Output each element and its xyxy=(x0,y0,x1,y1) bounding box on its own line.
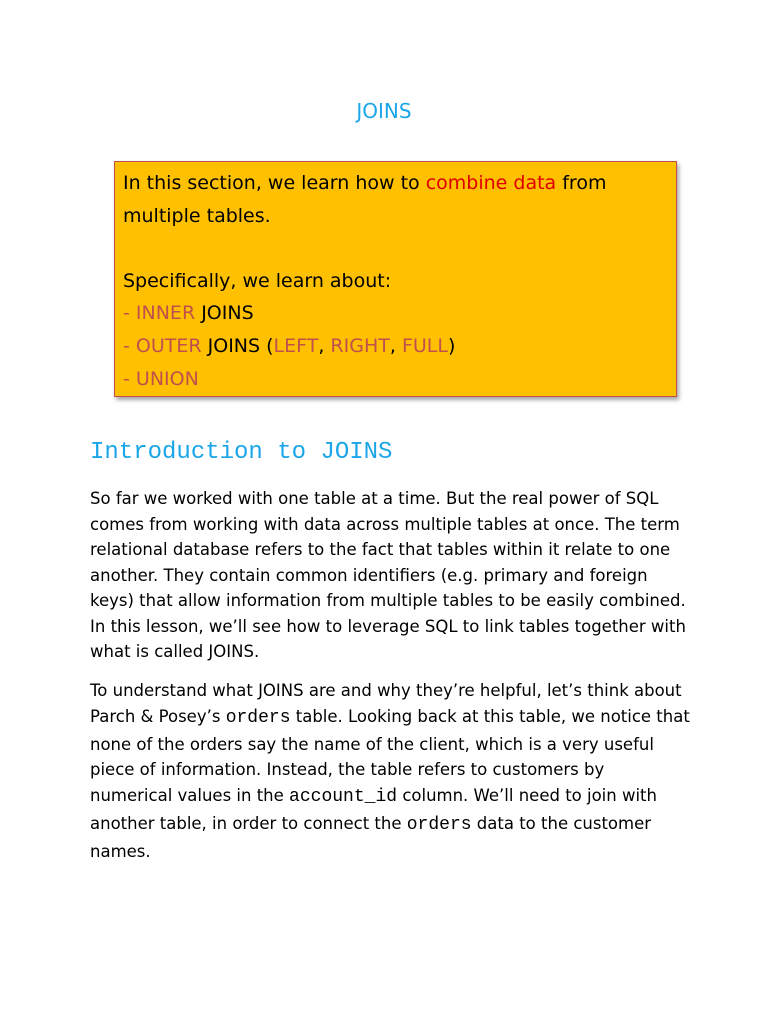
callout-list-item-outer-joins xyxy=(123,330,668,363)
list-keyword: UNION xyxy=(135,367,199,390)
list-keyword: LEFT xyxy=(273,334,319,357)
list-keyword: RIGHT xyxy=(330,334,390,357)
paragraph-text: table. Looking back at this table, we notice that none of the orders say the name of the client, which is a very useful piece of information. Instead, the table refers to customers by numerical values in the xyxy=(90,706,690,806)
list-dash: - xyxy=(123,334,136,357)
section-heading: Introduction to JOINS xyxy=(90,439,393,466)
paragraph-text: data to the customer names. xyxy=(90,813,652,861)
list-text: JOINS xyxy=(195,302,254,325)
callout-highlight: combine data xyxy=(425,172,557,194)
inline-code: account_id xyxy=(289,787,398,808)
callout-spacer xyxy=(123,232,668,265)
callout-text: In this section, we learn how to xyxy=(123,172,426,194)
section-summary-callout xyxy=(114,161,677,397)
list-text: , xyxy=(389,334,402,357)
callout-specifically: Specifically, we learn about: xyxy=(123,269,392,292)
body-paragraph-1: So far we worked with one table at a time. But the real power of SQL comes from working with data across multiple tables at once. The term relational database refers to the fact that tables within it relate to one another. They contain common identifiers (e.g. primary and foreign keys) that allow information from multiple tables to be easily combined. In this lesson, we’ll see how to leverage SQL to link tables together with what is called JOINS. xyxy=(90,489,686,661)
paragraph-text: column. We’ll need to join with another table, in order to connect the xyxy=(90,786,657,833)
list-dash: - xyxy=(123,302,136,325)
inline-code: orders xyxy=(225,707,291,728)
list-text: JOINS ( xyxy=(201,334,274,357)
callout-intro-line-2: multiple tables. xyxy=(123,204,271,227)
list-text: , xyxy=(318,334,331,357)
page-title: JOINS xyxy=(356,99,412,123)
list-keyword: OUTER xyxy=(135,334,202,357)
inline-code: orders xyxy=(406,814,472,835)
list-dash: - xyxy=(123,367,136,390)
callout-list-item-union xyxy=(123,363,668,396)
list-keyword: INNER xyxy=(135,302,196,325)
body-paragraph-2 xyxy=(90,678,690,865)
list-keyword: FULL xyxy=(401,334,448,357)
callout-list-item-inner-joins xyxy=(123,297,668,330)
list-text: ) xyxy=(447,334,456,357)
paragraph-text: To understand what JOINS are and why they’re helpful, let’s think about Parch & Posey’s xyxy=(90,681,682,726)
callout-intro-line xyxy=(123,167,668,200)
callout-text: from xyxy=(556,172,607,194)
